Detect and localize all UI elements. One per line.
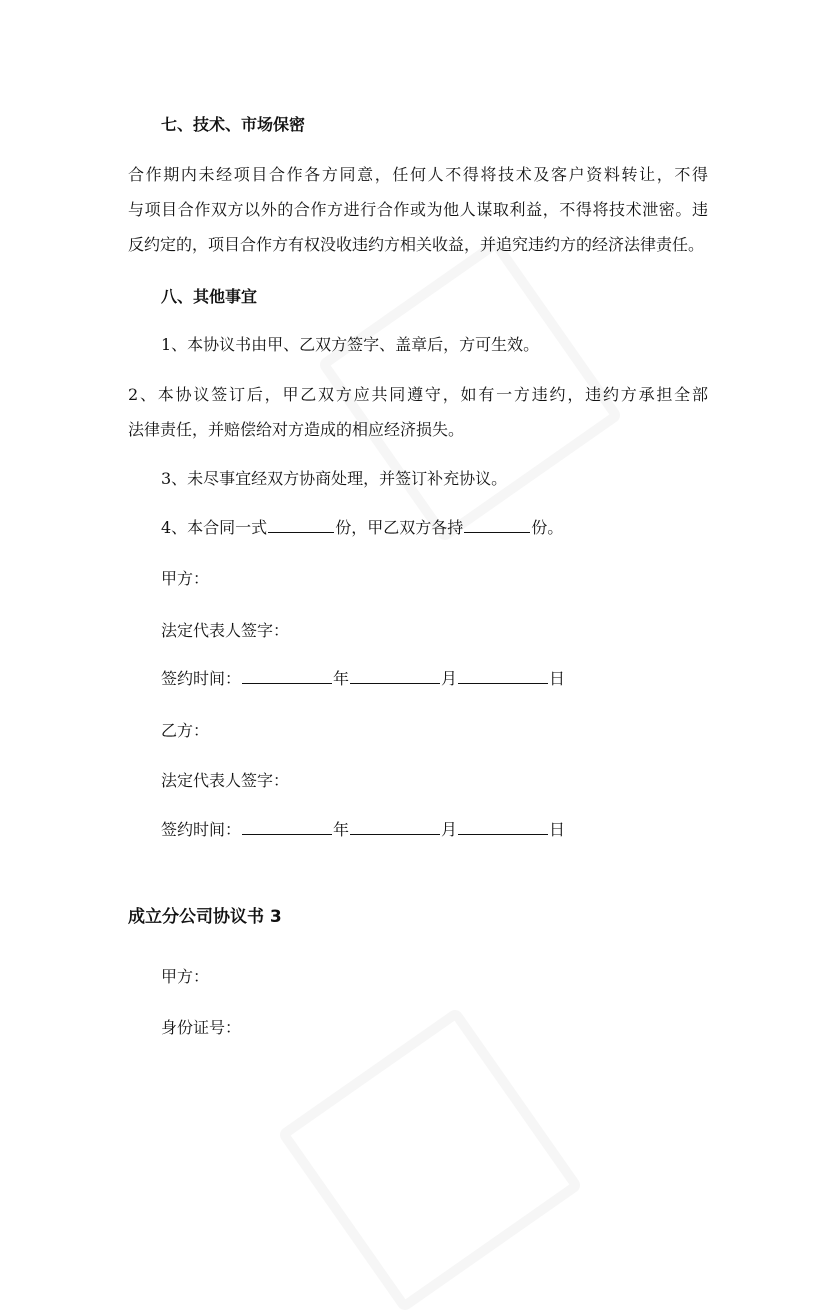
section7-para-line: 与项目合作双方以外的合作方进行合作或为他人谋取利益，不得将技术泄密。违 <box>128 200 708 219</box>
month-label: 月 <box>441 669 458 688</box>
section8-item4 <box>161 517 563 539</box>
party-a-sign-date <box>161 668 565 690</box>
year-label: 年 <box>333 669 350 688</box>
party-a-label: 甲方： <box>161 569 210 588</box>
section7-para-line: 反约定的，项目合作方有权没收违约方相关收益，并追究违约方的经济法律责任。 <box>128 235 705 254</box>
section8-item2-line: 2、本协议签订后，甲乙双方应共同遵守，如有一方违约，违约方承担全部 <box>128 385 708 404</box>
day-blank <box>458 819 548 835</box>
item4-prefix: 4、本合同一式 <box>161 518 268 537</box>
item4-suffix: 份。 <box>531 518 564 537</box>
section7-heading: 七、技术、市场保密 <box>161 115 306 134</box>
doc3-id-number-label: 身份证号： <box>161 1018 242 1037</box>
year-blank <box>242 819 332 835</box>
item4-middle: 份，甲乙双方各持 <box>335 518 464 537</box>
month-blank <box>350 819 440 835</box>
copies-total-blank <box>268 517 334 533</box>
section7-para-line: 合作期内未经项目合作各方同意，任何人不得将技术及客户资料转让，不得 <box>128 165 708 184</box>
day-label: 日 <box>549 820 566 839</box>
date-label: 签约时间： <box>161 669 242 688</box>
party-b-label: 乙方： <box>161 721 210 740</box>
date-label: 签约时间： <box>161 820 242 839</box>
day-label: 日 <box>549 669 566 688</box>
party-a-rep-signature: 法定代表人签字： <box>161 621 290 640</box>
party-b-rep-signature: 法定代表人签字： <box>161 771 290 790</box>
month-label: 月 <box>441 820 458 839</box>
watermark-frame <box>277 1007 583 1313</box>
month-blank <box>350 668 440 684</box>
section8-item3: 3、未尽事宜经双方协商处理，并签订补充协议。 <box>161 469 508 488</box>
doc3-title: 成立分公司协议书 3 <box>128 907 282 927</box>
section8-item1: 1、本协议书由甲、乙双方签字、盖章后，方可生效。 <box>161 335 540 354</box>
year-label: 年 <box>333 820 350 839</box>
section8-heading: 八、其他事宜 <box>161 287 258 306</box>
copies-each-blank <box>464 517 530 533</box>
party-b-sign-date <box>161 819 565 841</box>
section8-item2-line: 法律责任，并赔偿给对方造成的相应经济损失。 <box>128 420 465 439</box>
day-blank <box>458 668 548 684</box>
year-blank <box>242 668 332 684</box>
doc3-party-a-label: 甲方： <box>161 967 210 986</box>
